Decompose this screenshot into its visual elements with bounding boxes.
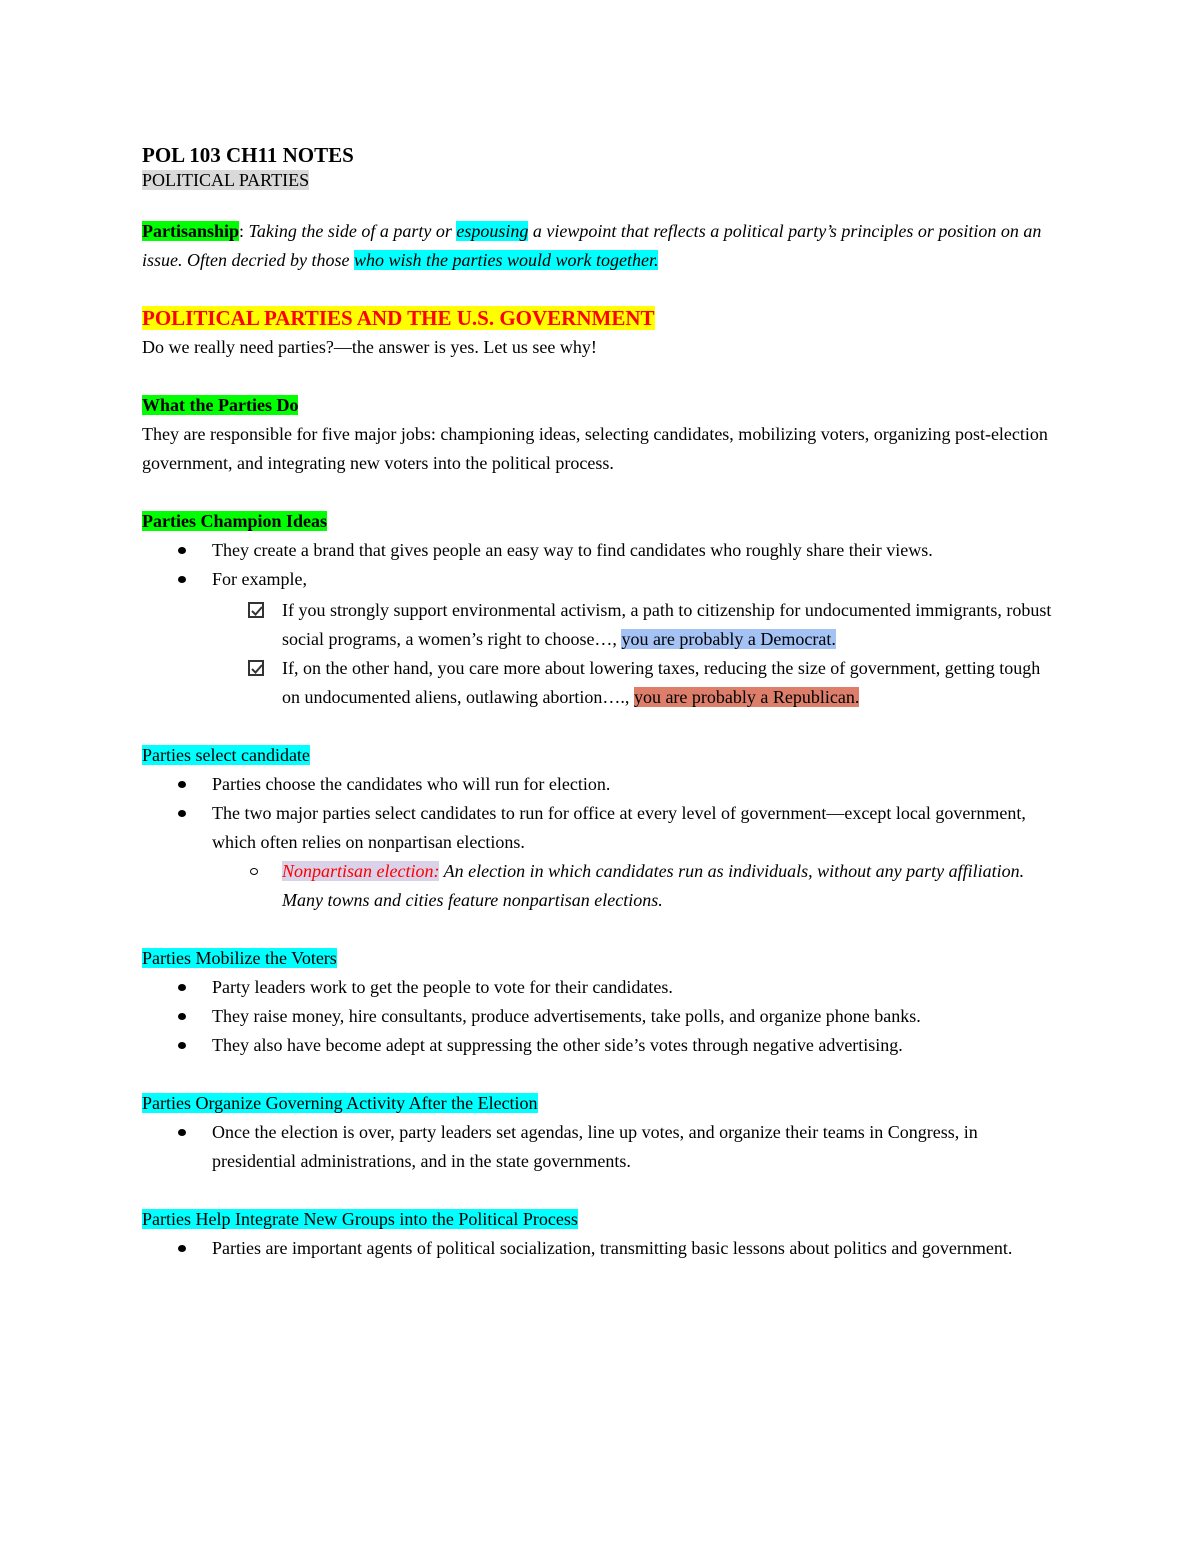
partisanship-highlight-2: who wish the parties would work together. [353,250,659,270]
section-heading-text: POLITICAL PARTIES AND THE U.S. GOVERNMENT [142,306,655,330]
select-candidate-heading-text: Parties select candidate [142,745,310,765]
spacer [142,915,1062,944]
what-parties-do-heading-text: What the Parties Do [142,395,299,415]
partisanship-colon: : [239,221,245,241]
select-candidate-list [142,770,1062,915]
bullet-icon [178,1245,186,1252]
hollow-bullet-icon [250,868,258,875]
bullet-icon [178,576,186,583]
bullet-icon [178,1042,186,1049]
list-item-text: For example, [212,569,307,589]
spacer [142,275,1062,303]
list-item [142,536,1062,565]
bullet-icon [178,1013,186,1020]
partisanship-highlight-1: espousing [456,221,529,241]
spacer [142,712,1062,741]
nonpartisan-term: Nonpartisan election: [282,861,440,881]
section-intro: Do we really need parties?—the answer is yes. Let us see why! [142,337,597,357]
list-item-text: Parties choose the candidates who will run for election. [212,774,611,794]
document-title: POL 103 CH11 NOTES [142,143,354,167]
organize-governing-list [142,1118,1062,1176]
list-item [142,1234,1062,1263]
republican-highlight: you are probably a Republican. [633,687,860,707]
list-item [142,565,1062,594]
section-heading [142,303,1062,333]
what-parties-do-heading [142,391,1062,420]
list-item-text: The two major parties select candidates to run for office at every level of government—except local government, which often relies on nonpartisan elections. [212,803,1026,852]
organize-governing-heading-text: Parties Organize Governing Activity After the Election [142,1093,538,1113]
bullet-icon [178,781,186,788]
spacer [142,1060,1062,1089]
checkbox-checked-icon [248,660,264,676]
bullet-icon [178,547,186,554]
list-item [142,770,1062,799]
nonpartisan-definition: An election in which candidates run as individuals, without any party affiliation. Many towns and cities feature nonpartisan elections. [282,861,1025,910]
checkbox-checked-icon [248,602,264,618]
list-item-text: Once the election is over, party leaders set agendas, line up votes, and organize their teams in Congress, in presidential administrations, and in the state governments. [212,1122,978,1171]
list-item-text: They create a brand that gives people an easy way to find candidates who roughly share their views. [212,540,933,560]
integrate-groups-heading [142,1205,1062,1234]
list-item-text: Party leaders work to get the people to vote for their candidates. [212,977,673,997]
partisanship-def-2: a viewpoint that reflects a political party’s principles or position on an issue. Often decried by those [142,221,1042,270]
list-item [142,1031,1062,1060]
list-item [142,1118,1062,1176]
document-subtitle [142,168,1062,192]
champion-ideas-heading-text: Parties Champion Ideas [142,511,328,531]
document-page [142,142,1062,1263]
bullet-icon [178,810,186,817]
sub-list-item [142,857,1062,915]
select-candidate-heading [142,741,1062,770]
list-item-text: They also have become adept at suppressing the other side’s votes through negative advertising. [212,1035,903,1055]
champion-ideas-list [142,536,1062,712]
checklist-item [142,654,1062,712]
checklist-item-text: If, on the other hand, you care more about lowering taxes, reducing the size of government, getting tough on undocumented aliens, outlawing abortion…., [282,658,1041,707]
bullet-icon [178,984,186,991]
partisanship-def-1: Taking the side of a party or [244,221,457,241]
what-parties-do-body: They are responsible for five major jobs: championing ideas, selecting candidates, mobilizing voters, organizing post-election government, and integrating new voters into the political process. [142,424,1048,473]
spacer [142,478,1062,507]
integrate-groups-heading-text: Parties Help Integrate New Groups into the Political Process [142,1209,578,1229]
list-item-text: They raise money, hire consultants, produce advertisements, take polls, and organize phone banks. [212,1006,921,1026]
partisanship-definition [142,217,1062,275]
checklist-item-text: If you strongly support environmental activism, a path to citizenship for undocumented immigrants, robust social programs, a women’s right to choose…, [282,600,1052,649]
list-item [142,1002,1062,1031]
list-item-text: Parties are important agents of political socialization, transmitting basic lessons about politics and government. [212,1238,1013,1258]
mobilize-voters-heading-text: Parties Mobilize the Voters [142,948,337,968]
spacer [142,1176,1062,1205]
mobilize-voters-heading [142,944,1062,973]
organize-governing-heading [142,1089,1062,1118]
partisanship-term: Partisanship [142,221,240,241]
champion-ideas-heading [142,507,1062,536]
mobilize-voters-list [142,973,1062,1060]
democrat-highlight: you are probably a Democrat. [621,629,836,649]
bullet-icon [178,1129,186,1136]
spacer [142,362,1062,391]
checklist-item [142,596,1062,654]
list-item [142,973,1062,1002]
integrate-groups-list [142,1234,1062,1263]
list-item [142,799,1062,857]
subtitle-text: POLITICAL PARTIES [142,170,310,190]
